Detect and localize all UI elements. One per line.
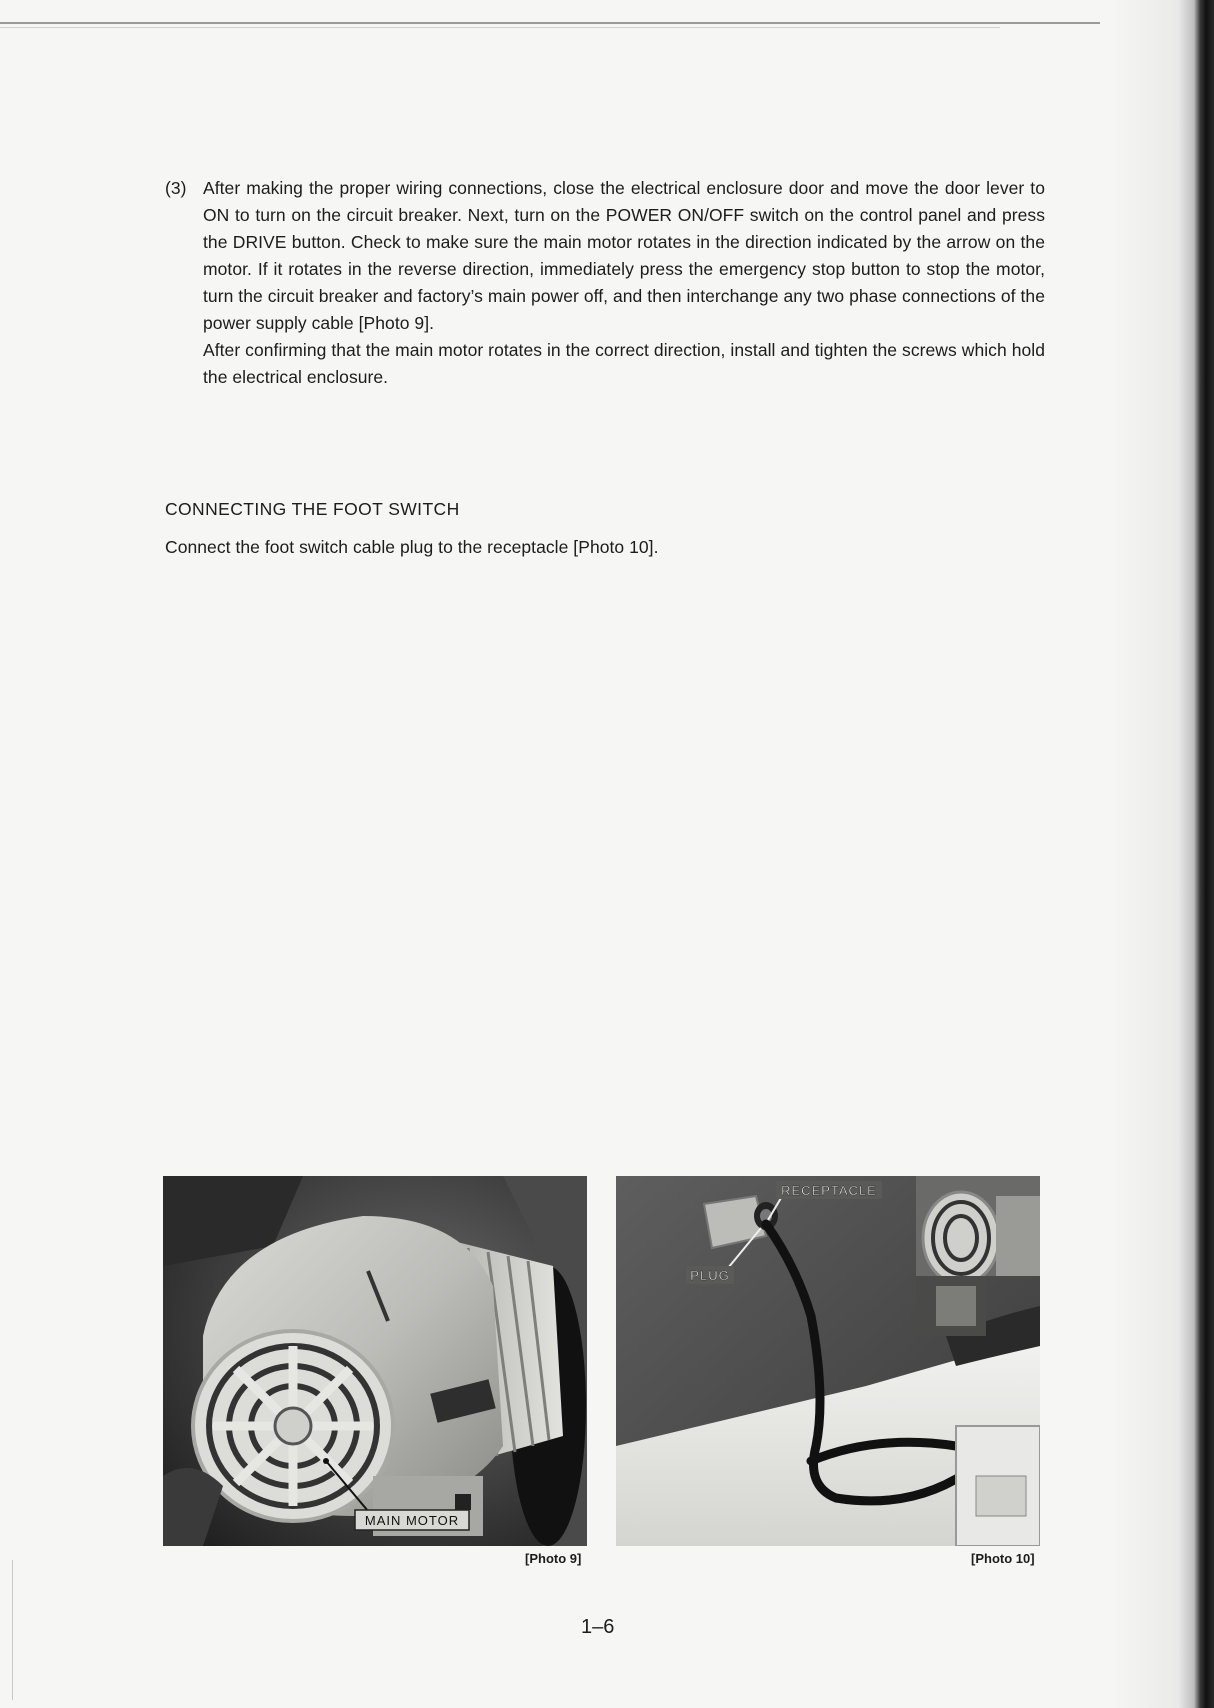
left-margin-mark (12, 1560, 13, 1700)
top-rule (0, 22, 1100, 24)
enclosure-screws-paragraph: After confirming that the main motor rotates in the correct direction, install and tighten the screws which hold the electrical enclosure. (203, 340, 1045, 387)
foot-switch-instruction: Connect the foot switch cable plug to the receptacle [Photo 10]. (165, 537, 659, 557)
section-heading: CONNECTING THE FOOT SWITCH (165, 499, 460, 519)
photo-10-receptacle-plug (616, 1176, 1040, 1546)
receptacle-callout: RECEPTACLE (781, 1183, 877, 1198)
book-binding-edge (1110, 0, 1214, 1708)
item-body (203, 175, 1045, 391)
wiring-check-paragraph: After making the proper wiring connections, close the electrical enclosure door and move the door lever to ON to turn on the circuit breaker. Next, turn on the POWER ON/OFF switch on the control panel and press the DRIVE button. Check to make sure the main motor rotates in the direction indicated by the arrow on the motor. If it rotates in the reverse direction, immediately press the emergency stop button to stop the motor, turn the circuit breaker and factory’s main power off, and then interchange any two phase connections of the power supply cable [Photo 9]. (203, 178, 1045, 333)
photo-10-caption: [Photo 10] (971, 1551, 1035, 1566)
page-number: 1–6 (581, 1616, 615, 1638)
top-rule-shadow (0, 27, 1000, 28)
plug-callout: PLUG (690, 1268, 730, 1283)
photo-9-caption: [Photo 9] (525, 1551, 582, 1566)
main-motor-callout: MAIN MOTOR (364, 1513, 460, 1528)
item-number: (3) (165, 178, 187, 198)
photo-9-main-motor (163, 1176, 587, 1546)
